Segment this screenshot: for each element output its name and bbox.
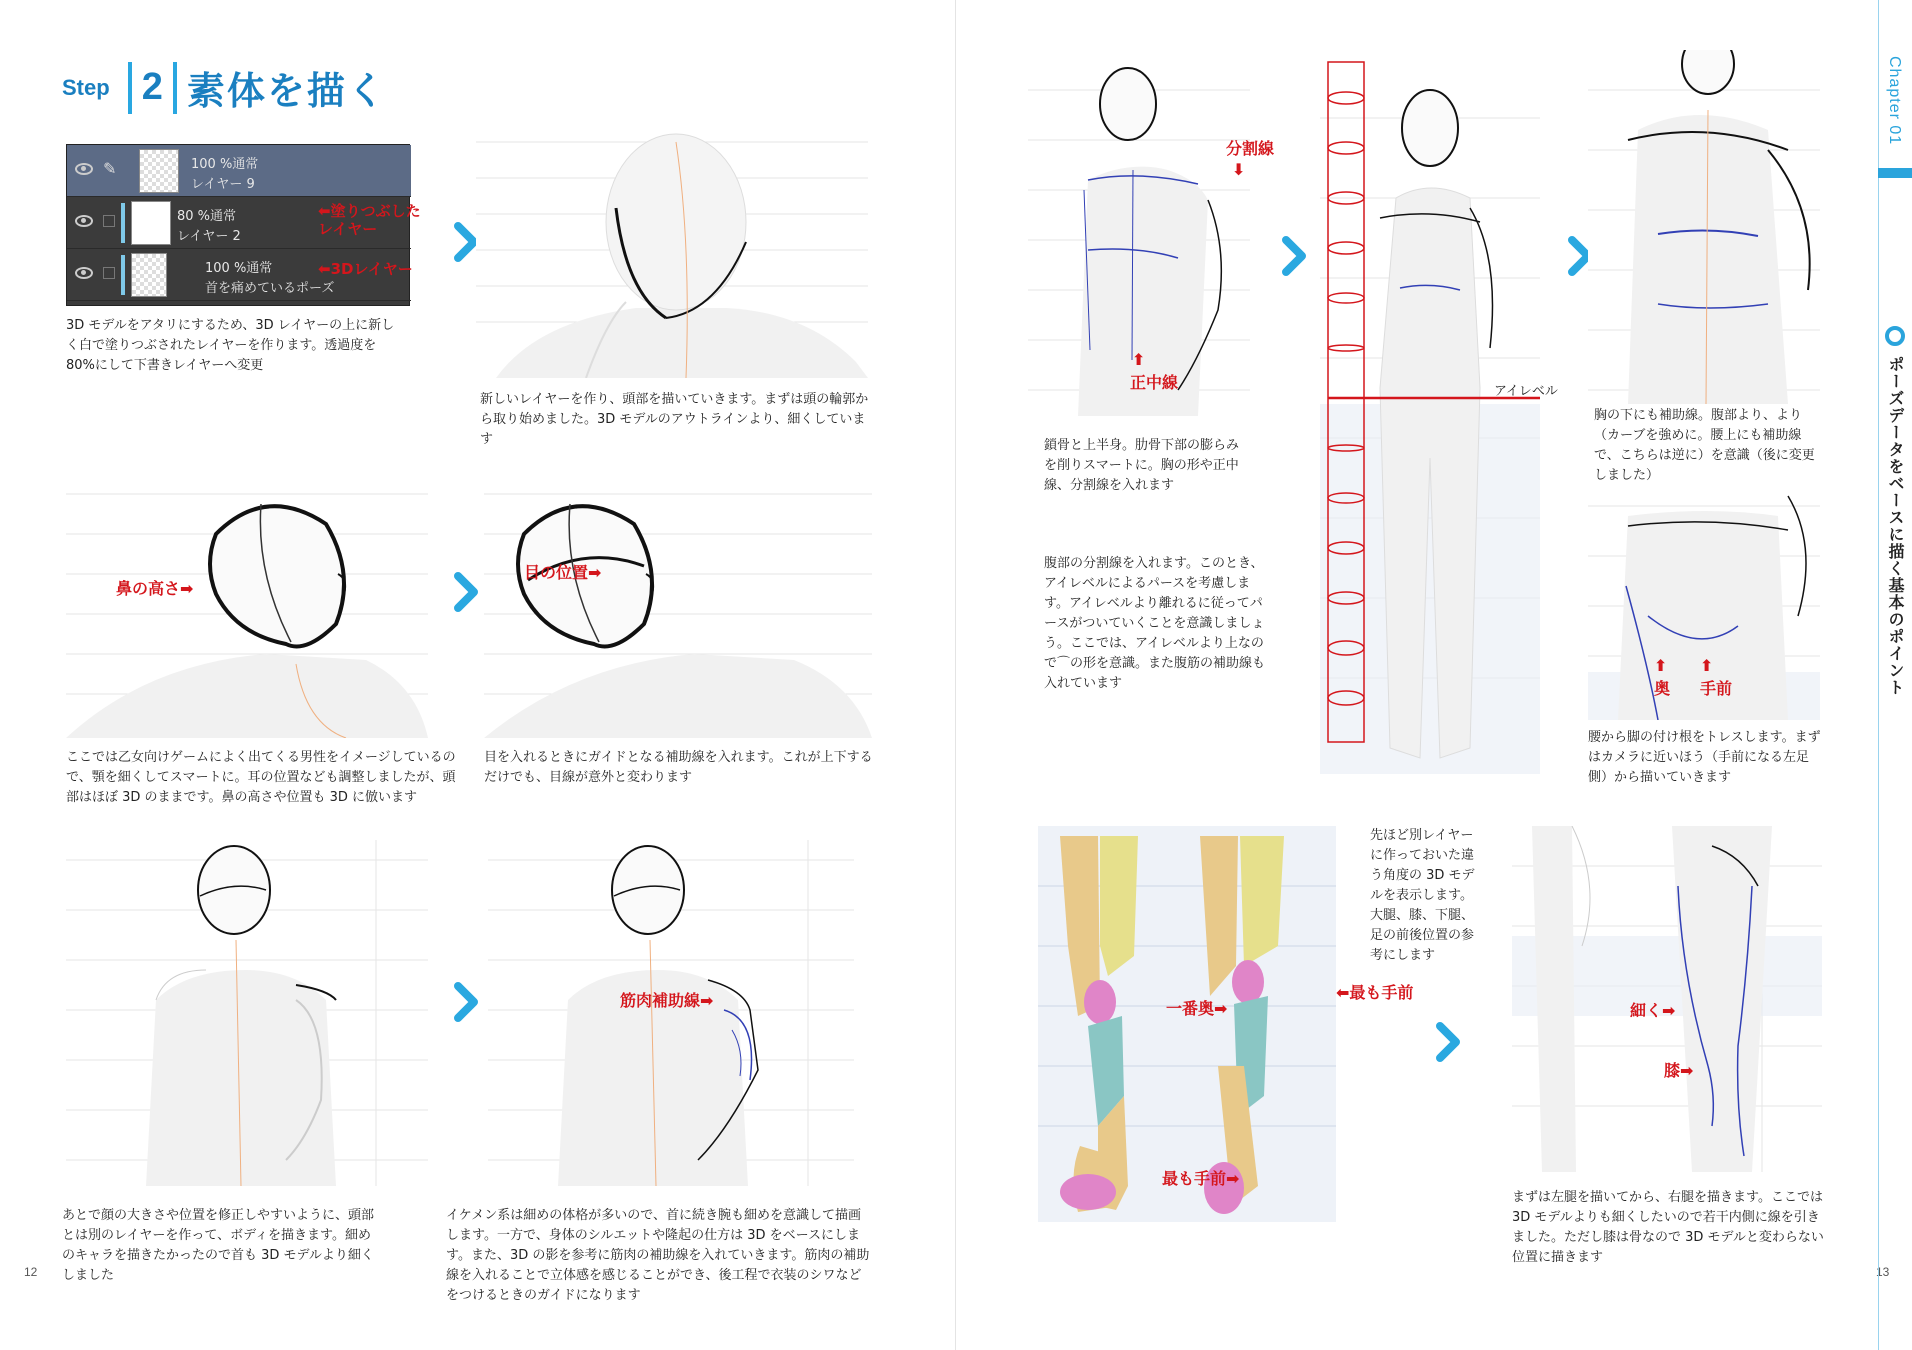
figure-drawing — [66, 840, 428, 1186]
next-step-chevron-icon — [1436, 1022, 1462, 1062]
layer-opacity-mode: 100 %通常 — [191, 157, 259, 172]
page-number: 12 — [24, 1265, 38, 1279]
nearest-label-2: 最も手前➡ — [1162, 1169, 1240, 1188]
figure-drawing — [484, 484, 872, 738]
chapter-tab — [1878, 0, 1912, 1350]
caption: 先ほど別レイヤーに作っておいた違う角度の 3D モデルを表示します。大腿、膝、下腿、足の前後位置の参考にします — [1370, 828, 1475, 963]
next-step-chevron-icon — [454, 982, 480, 1022]
pen-icon: ✎ — [103, 159, 117, 178]
figure-muscle-guides — [488, 840, 854, 1186]
figure-eye-position — [484, 484, 872, 738]
center-line-label: 正中線 — [1130, 373, 1179, 392]
step-divider — [173, 62, 177, 114]
up-arrow-icon: ⬆ — [1132, 350, 1146, 369]
layer-thumbnail — [131, 201, 171, 245]
lock-checkbox[interactable] — [103, 215, 115, 227]
figure-drawing — [1320, 58, 1540, 774]
layer-thumbnail — [139, 149, 179, 193]
caption: 3D モデルをアタリにするため、3D レイヤーの上に新しく白で塗りつぶされたレイヤーを作ります。透過度を 80%にして下書きレイヤーへ変更 — [66, 318, 395, 373]
figure-drawing — [1588, 50, 1820, 404]
front-label: 手前 — [1700, 679, 1733, 698]
visibility-eye-icon[interactable] — [75, 267, 93, 279]
layer-name: レイヤー 9 — [191, 177, 255, 192]
chapter-bullet-icon — [1885, 326, 1905, 346]
figure-drawing — [488, 840, 854, 1186]
chapter-bar — [1878, 168, 1912, 178]
figure-drawing — [1038, 826, 1336, 1222]
eye-level-label: アイレベル — [1494, 384, 1558, 399]
caption: 新しいレイヤーを作り、頭部を描いていきます。まずは頭の輪郭から取り始めました。3D モデルのアウトラインより、細くしています — [480, 392, 869, 447]
nearest-label: ⬅最も手前 — [1336, 983, 1414, 1002]
figure-nose-height — [66, 484, 428, 738]
figure-colored-leg-model — [1038, 826, 1336, 1222]
caption: まずは左腿を描いてから、右腿を描きます。ここでは 3D モデルよりも細くしたいので若干内側に線を引きました。ただし膝は骨なので 3D モデルと変わらない位置に描きます — [1512, 1190, 1824, 1265]
page-number: 13 — [1876, 1265, 1890, 1279]
3d-layer-note: ⬅3Dレイヤー — [318, 260, 413, 278]
figure-torso-guides — [1588, 50, 1820, 404]
layer-opacity-mode: 80 %通常 — [177, 209, 237, 224]
lock-checkbox[interactable] — [103, 267, 115, 279]
next-step-chevron-icon — [1282, 236, 1308, 276]
layer-row[interactable] — [67, 145, 411, 197]
layer-name: 首を痛めているポーズ — [205, 281, 335, 296]
thin-label: 細く➡ — [1630, 1001, 1676, 1020]
caption: イケメン系は細めの体格が多いので、首に続き腕も細めを意識して描画します。一方で、身体のシルエットや隆起の仕方は 3D をベースにします。また、3D の影を参考に筋肉の補助線を入れていきます。筋肉の補助線を入れることで立体感を感じることができ、後工程で衣装のシワなどをつけるときのガイドになります — [446, 1208, 870, 1303]
next-step-chevron-icon — [454, 572, 480, 612]
caption: あとで顔の大きさや位置を修正しやすいように、頭部とは別のレイヤーを作って、ボディを描きます。細めのキャラを描きたかったので首も 3D モデルより細くしました — [62, 1208, 375, 1283]
figure-head-outline — [476, 122, 868, 378]
nose-height-label: 鼻の高さ➡ — [116, 579, 194, 598]
layer-name: レイヤー 2 — [177, 229, 241, 244]
layer-opacity-mode: 100 %通常 — [205, 261, 273, 276]
caption: 鎖骨と上半身。肋骨下部の膨らみを削りスマートに。胸の形や正中線、分割線を入れます — [1044, 438, 1240, 493]
fill-layer-note: ⬅塗りつぶした レイヤー — [318, 202, 421, 238]
chapter-label: Chapter 01 — [1886, 56, 1903, 146]
step-divider — [128, 62, 132, 114]
draft-layer-marker — [121, 203, 125, 243]
figure-drawing — [66, 484, 428, 738]
division-line-label: 分割線 — [1226, 139, 1275, 158]
step-header — [62, 60, 387, 115]
right-page — [956, 0, 1912, 1350]
draft-layer-marker — [121, 255, 125, 295]
figure-body-draft — [66, 840, 428, 1186]
chapter-subtitle: ポーズデータをベースに描く基本のポイント — [1886, 356, 1905, 696]
caption: 腰から脚の付け根をトレスします。まずはカメラに近いほう（手前になる左足側）から描いていきます — [1588, 730, 1821, 785]
step-title: 素体を描く — [186, 69, 387, 113]
up-arrow-icon: ⬆ — [1654, 656, 1668, 675]
back-label: 奥 — [1654, 679, 1671, 698]
visibility-eye-icon[interactable] — [75, 163, 93, 175]
caption: ここでは乙女向けゲームによく出てくる男性をイメージしているので、顎を細くしてスマートに。耳の位置なども調整しましたが、頭部はほぼ 3D のままです。鼻の高さや位置も 3D に倣います — [66, 750, 456, 805]
knee-label: 膝➡ — [1664, 1061, 1694, 1080]
muscle-guide-label: 筋肉補助線➡ — [620, 991, 714, 1010]
figure-drawing — [476, 122, 868, 378]
up-arrow-icon: ⬆ — [1700, 656, 1714, 675]
down-arrow-icon: ⬇ — [1232, 160, 1246, 179]
step-word: Step — [62, 74, 110, 100]
caption: 腹部の分割線を入れます。このとき、アイレベルによるパースを考慮します。アイレベルより離れるに従ってパースがついていくことを意識しましょう。ここでは、アイレベルより上なので⌒の形を意識。また腹筋の補助線も入れています — [1044, 556, 1266, 691]
caption: 目を入れるときにガイドとなる補助線を入れます。これが上下するだけでも、目線が意外と変わります — [484, 750, 873, 785]
eye-position-label: 目の位置➡ — [524, 563, 602, 582]
figure-full-body-perspective — [1320, 58, 1540, 774]
layer-thumbnail — [131, 253, 167, 297]
furthest-label: 一番奥➡ — [1166, 999, 1228, 1018]
caption: 胸の下にも補助線。腹部より、より（カーブを強めに。腰上にも補助線で、こちらは逆に）を意識（後に変更しました） — [1594, 408, 1815, 483]
visibility-eye-icon[interactable] — [75, 215, 93, 227]
step-number: 2 — [141, 66, 163, 108]
